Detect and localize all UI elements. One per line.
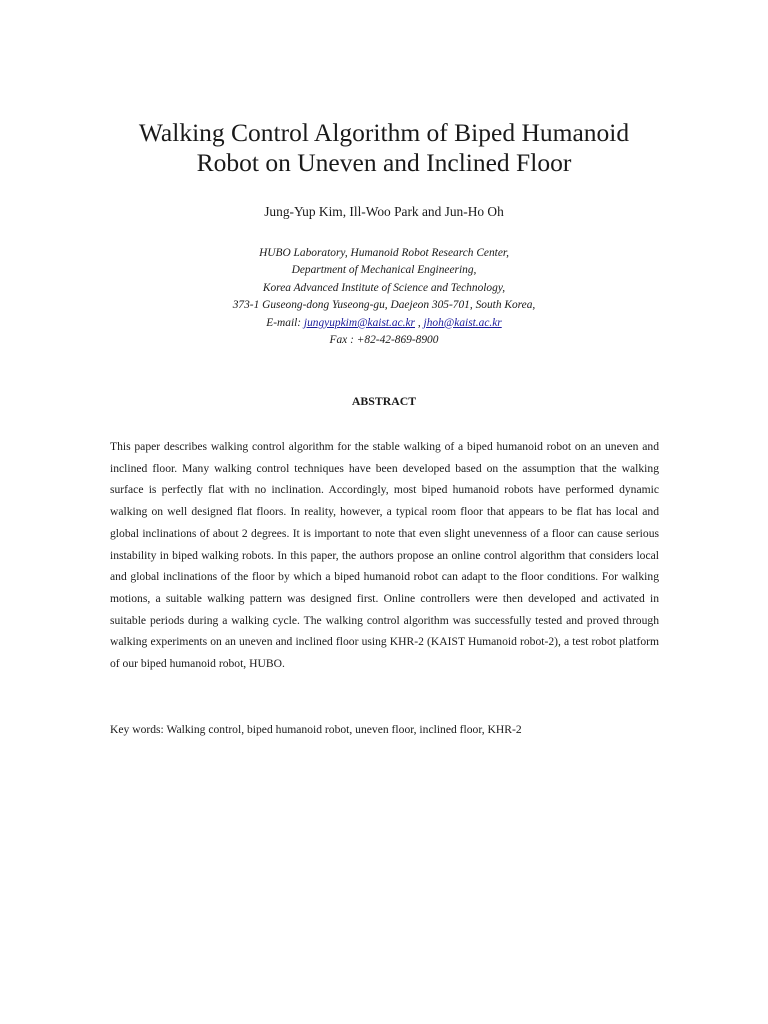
abstract-paragraph: This paper describes walking control algorithm for the stable walking of a biped humanoid robot on an uneven and inclined floor. Many walking control techniques have been developed based on the assumption that the walking surface is perfectly flat with no inclination. Accordingly, most biped humanoid robots have performed dynamic walking on well designed flat floors. In reality, however, a typical room floor that appears to be flat has local and global inclinations of about 2 degrees. It is important to note that even slight unevenness of a floor can cause serious instability in biped walking robots. In this paper, the authors propose an online control algorithm that considers local and global inclinations of the floor by which a biped humanoid robot can adapt to the floor conditions. For walking motions, a suitable walking pattern was designed first. Online controllers were then developed and activated in suitable periods during a walking cycle. The walking control algorithm was successfully tested and proved through walking experiments on an uneven and inclined floor using KHR-2 (KAIST Humanoid robot-2), a test robot platform of our biped humanoid robot, HUBO.	[110, 440, 659, 671]
affiliation-line-2: Department of Mechanical Engineering,	[291, 264, 477, 277]
keywords-line: Key words: Walking control, biped humanoid robot, uneven floor, inclined floor, KHR-2	[110, 723, 522, 736]
fax-line: Fax : +82-42-869-8900	[329, 334, 439, 347]
paper-title	[60, 118, 708, 178]
author-list: Jung-Yup Kim, Ill-Woo Park and Jun-Ho Oh	[264, 204, 504, 219]
email-prefix: E-mail:	[266, 316, 304, 329]
affiliation-block	[60, 245, 708, 349]
title-line-1: Walking Control Algorithm of Biped Humanoid	[138, 118, 630, 147]
title-line-2: Robot on Uneven and Inclined Floor	[196, 148, 572, 177]
email-link-kim[interactable]: jungyupkim@kaist.ac.kr	[303, 316, 415, 329]
email-line	[60, 315, 708, 332]
abstract-heading: ABSTRACT	[351, 394, 417, 408]
affiliation-line-3: Korea Advanced Institute of Science and Technology,	[262, 281, 506, 294]
affiliation-line-4: 373-1 Guseong-dong Yuseong-gu, Daejeon 305-701, South Korea,	[232, 299, 536, 312]
affiliation-line-1: HUBO Laboratory, Humanoid Robot Research Center,	[259, 247, 509, 259]
email-link-oh[interactable]: jhoh@kaist.ac.kr	[423, 316, 502, 329]
email-separator: ,	[415, 316, 424, 329]
